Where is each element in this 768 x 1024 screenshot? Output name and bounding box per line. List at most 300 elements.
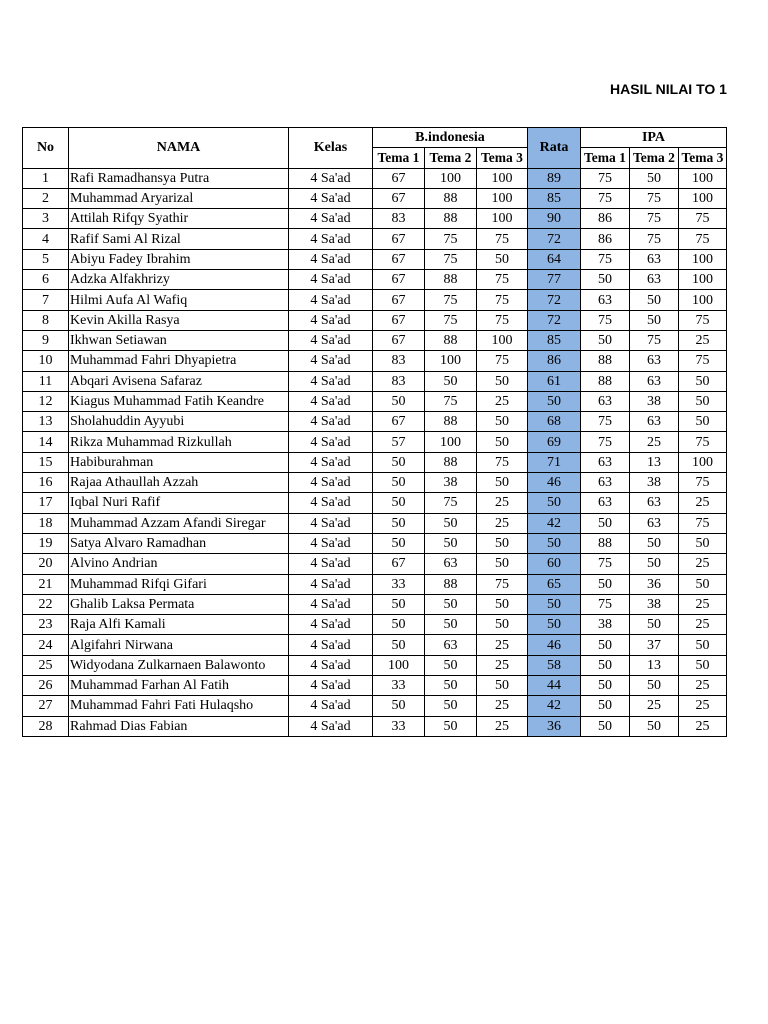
cell-nama: Rahmad Dias Fabian: [69, 716, 289, 736]
cell-nama: Rikza Muhammad Rizkullah: [69, 432, 289, 452]
cell-ipa-tema-1: 50: [581, 676, 630, 696]
cell-ipa-tema-2: 50: [630, 615, 679, 635]
cell-no: 28: [23, 716, 69, 736]
cell-ipa-tema-2: 36: [630, 574, 679, 594]
cell-rata: 50: [528, 533, 581, 553]
cell-ipa-tema-2: 63: [630, 249, 679, 269]
cell-kelas: 4 Sa'ad: [289, 249, 373, 269]
header-rata: Rata: [528, 128, 581, 169]
cell-ipa-tema-2: 13: [630, 452, 679, 472]
cell-ipa-tema-2: 37: [630, 635, 679, 655]
cell-ipa-tema-1: 63: [581, 493, 630, 513]
cell-rata: 71: [528, 452, 581, 472]
cell-ipa-tema-1: 75: [581, 249, 630, 269]
cell-ipa-tema-2: 38: [630, 594, 679, 614]
cell-bi-tema-3: 75: [477, 290, 528, 310]
cell-ipa-tema-1: 63: [581, 290, 630, 310]
cell-rata: 86: [528, 351, 581, 371]
cell-bi-tema-3: 75: [477, 351, 528, 371]
table-row: [23, 594, 727, 614]
cell-nama: Widyodana Zulkarnaen Balawonto: [69, 655, 289, 675]
cell-kelas: 4 Sa'ad: [289, 493, 373, 513]
cell-ipa-tema-3: 75: [679, 351, 727, 371]
cell-bi-tema-1: 67: [373, 270, 425, 290]
cell-bi-tema-1: 50: [373, 594, 425, 614]
cell-bi-tema-2: 100: [425, 351, 477, 371]
cell-ipa-tema-3: 100: [679, 290, 727, 310]
grades-body: [23, 168, 727, 736]
cell-kelas: 4 Sa'ad: [289, 615, 373, 635]
cell-bi-tema-2: 50: [425, 696, 477, 716]
cell-no: 1: [23, 168, 69, 188]
cell-rata: 65: [528, 574, 581, 594]
cell-nama: Muhammad Azzam Afandi Siregar: [69, 513, 289, 533]
cell-ipa-tema-1: 38: [581, 615, 630, 635]
page-title: HASIL NILAI TO 1: [610, 81, 727, 97]
cell-nama: Rajaa Athaullah Azzah: [69, 473, 289, 493]
cell-ipa-tema-1: 86: [581, 209, 630, 229]
cell-bi-tema-1: 50: [373, 391, 425, 411]
cell-rata: 46: [528, 473, 581, 493]
table-row: [23, 716, 727, 736]
cell-rata: 85: [528, 188, 581, 208]
cell-ipa-tema-2: 50: [630, 310, 679, 330]
header-kelas: Kelas: [289, 128, 373, 169]
cell-bi-tema-3: 50: [477, 533, 528, 553]
cell-kelas: 4 Sa'ad: [289, 371, 373, 391]
cell-no: 10: [23, 351, 69, 371]
cell-rata: 44: [528, 676, 581, 696]
table-row: [23, 615, 727, 635]
cell-kelas: 4 Sa'ad: [289, 554, 373, 574]
cell-ipa-tema-2: 75: [630, 209, 679, 229]
cell-no: 18: [23, 513, 69, 533]
cell-bi-tema-2: 75: [425, 391, 477, 411]
cell-nama: Algifahri Nirwana: [69, 635, 289, 655]
cell-ipa-tema-3: 25: [679, 696, 727, 716]
cell-ipa-tema-1: 50: [581, 696, 630, 716]
cell-ipa-tema-3: 50: [679, 655, 727, 675]
header-ipa-tema-2: Tema 2: [630, 148, 679, 168]
cell-bi-tema-2: 100: [425, 432, 477, 452]
cell-nama: Attilah Rifqy Syathir: [69, 209, 289, 229]
table-row: [23, 330, 727, 350]
cell-bi-tema-1: 83: [373, 209, 425, 229]
cell-ipa-tema-1: 50: [581, 655, 630, 675]
table-row: [23, 696, 727, 716]
cell-ipa-tema-1: 50: [581, 270, 630, 290]
cell-bi-tema-1: 50: [373, 513, 425, 533]
cell-bi-tema-2: 50: [425, 655, 477, 675]
cell-bi-tema-3: 50: [477, 615, 528, 635]
cell-bi-tema-2: 88: [425, 209, 477, 229]
header-ipa-tema-1: Tema 1: [581, 148, 630, 168]
cell-no: 2: [23, 188, 69, 208]
cell-ipa-tema-3: 75: [679, 310, 727, 330]
cell-rata: 50: [528, 594, 581, 614]
cell-no: 26: [23, 676, 69, 696]
cell-ipa-tema-2: 63: [630, 270, 679, 290]
cell-nama: Sholahuddin Ayyubi: [69, 412, 289, 432]
cell-bi-tema-2: 75: [425, 229, 477, 249]
cell-ipa-tema-2: 38: [630, 473, 679, 493]
cell-bi-tema-1: 33: [373, 574, 425, 594]
table-row: [23, 452, 727, 472]
cell-no: 14: [23, 432, 69, 452]
cell-ipa-tema-2: 50: [630, 554, 679, 574]
cell-nama: Ghalib Laksa Permata: [69, 594, 289, 614]
cell-bi-tema-2: 88: [425, 412, 477, 432]
cell-bi-tema-3: 25: [477, 635, 528, 655]
cell-nama: Habiburahman: [69, 452, 289, 472]
cell-kelas: 4 Sa'ad: [289, 168, 373, 188]
cell-nama: Satya Alvaro Ramadhan: [69, 533, 289, 553]
table-row: [23, 432, 727, 452]
cell-nama: Kiagus Muhammad Fatih Keandre: [69, 391, 289, 411]
cell-ipa-tema-2: 75: [630, 229, 679, 249]
cell-nama: Rafi Ramadhansya Putra: [69, 168, 289, 188]
cell-rata: 69: [528, 432, 581, 452]
cell-bi-tema-1: 33: [373, 676, 425, 696]
cell-bi-tema-3: 25: [477, 391, 528, 411]
cell-ipa-tema-2: 63: [630, 351, 679, 371]
cell-rata: 68: [528, 412, 581, 432]
cell-ipa-tema-3: 25: [679, 493, 727, 513]
cell-ipa-tema-2: 25: [630, 696, 679, 716]
cell-ipa-tema-2: 13: [630, 655, 679, 675]
cell-no: 3: [23, 209, 69, 229]
cell-kelas: 4 Sa'ad: [289, 676, 373, 696]
cell-ipa-tema-1: 75: [581, 310, 630, 330]
cell-kelas: 4 Sa'ad: [289, 432, 373, 452]
cell-ipa-tema-1: 75: [581, 554, 630, 574]
cell-bi-tema-2: 100: [425, 168, 477, 188]
cell-no: 21: [23, 574, 69, 594]
cell-ipa-tema-3: 50: [679, 533, 727, 553]
table-row: [23, 290, 727, 310]
header-bi-tema-2: Tema 2: [425, 148, 477, 168]
cell-bi-tema-3: 100: [477, 168, 528, 188]
cell-bi-tema-1: 67: [373, 412, 425, 432]
cell-kelas: 4 Sa'ad: [289, 188, 373, 208]
cell-bi-tema-2: 50: [425, 615, 477, 635]
cell-bi-tema-1: 83: [373, 351, 425, 371]
table-row: [23, 270, 727, 290]
table-row: [23, 554, 727, 574]
cell-bi-tema-3: 50: [477, 412, 528, 432]
cell-bi-tema-1: 50: [373, 533, 425, 553]
cell-rata: 36: [528, 716, 581, 736]
cell-ipa-tema-1: 75: [581, 594, 630, 614]
cell-ipa-tema-3: 50: [679, 371, 727, 391]
cell-no: 24: [23, 635, 69, 655]
cell-bi-tema-3: 75: [477, 229, 528, 249]
cell-bi-tema-2: 50: [425, 513, 477, 533]
cell-kelas: 4 Sa'ad: [289, 270, 373, 290]
cell-ipa-tema-2: 50: [630, 168, 679, 188]
cell-ipa-tema-2: 63: [630, 513, 679, 533]
cell-ipa-tema-1: 63: [581, 391, 630, 411]
cell-nama: Rafif Sami Al Rizal: [69, 229, 289, 249]
cell-no: 8: [23, 310, 69, 330]
cell-ipa-tema-3: 100: [679, 270, 727, 290]
cell-ipa-tema-3: 25: [679, 330, 727, 350]
cell-bi-tema-1: 67: [373, 330, 425, 350]
cell-nama: Muhammad Fahri Dhyapietra: [69, 351, 289, 371]
cell-kelas: 4 Sa'ad: [289, 635, 373, 655]
cell-nama: Kevin Akilla Rasya: [69, 310, 289, 330]
cell-bi-tema-2: 50: [425, 594, 477, 614]
cell-no: 6: [23, 270, 69, 290]
cell-ipa-tema-1: 75: [581, 188, 630, 208]
cell-rata: 50: [528, 391, 581, 411]
cell-nama: Alvino Andrian: [69, 554, 289, 574]
cell-ipa-tema-3: 75: [679, 229, 727, 249]
cell-rata: 60: [528, 554, 581, 574]
header-no: No: [23, 128, 69, 169]
table-row: [23, 229, 727, 249]
cell-bi-tema-2: 75: [425, 493, 477, 513]
cell-bi-tema-1: 50: [373, 493, 425, 513]
cell-bi-tema-2: 63: [425, 635, 477, 655]
cell-bi-tema-3: 50: [477, 432, 528, 452]
cell-bi-tema-1: 50: [373, 452, 425, 472]
cell-no: 20: [23, 554, 69, 574]
cell-ipa-tema-1: 75: [581, 412, 630, 432]
cell-kelas: 4 Sa'ad: [289, 696, 373, 716]
cell-ipa-tema-2: 63: [630, 412, 679, 432]
cell-no: 22: [23, 594, 69, 614]
cell-ipa-tema-3: 100: [679, 249, 727, 269]
cell-no: 16: [23, 473, 69, 493]
cell-kelas: 4 Sa'ad: [289, 533, 373, 553]
cell-kelas: 4 Sa'ad: [289, 513, 373, 533]
cell-bi-tema-3: 100: [477, 209, 528, 229]
cell-nama: Muhammad Farhan Al Fatih: [69, 676, 289, 696]
cell-no: 11: [23, 371, 69, 391]
cell-ipa-tema-3: 50: [679, 412, 727, 432]
cell-bi-tema-2: 75: [425, 249, 477, 269]
cell-bi-tema-1: 83: [373, 371, 425, 391]
cell-ipa-tema-3: 25: [679, 676, 727, 696]
cell-bi-tema-3: 75: [477, 574, 528, 594]
cell-kelas: 4 Sa'ad: [289, 290, 373, 310]
cell-no: 27: [23, 696, 69, 716]
cell-rata: 77: [528, 270, 581, 290]
cell-ipa-tema-3: 50: [679, 574, 727, 594]
cell-rata: 85: [528, 330, 581, 350]
cell-bi-tema-2: 50: [425, 371, 477, 391]
cell-bi-tema-1: 67: [373, 249, 425, 269]
cell-bi-tema-1: 67: [373, 229, 425, 249]
header-nama: NAMA: [69, 128, 289, 169]
cell-ipa-tema-3: 25: [679, 716, 727, 736]
cell-nama: Abqari Avisena Safaraz: [69, 371, 289, 391]
cell-no: 23: [23, 615, 69, 635]
cell-ipa-tema-1: 50: [581, 635, 630, 655]
cell-bi-tema-2: 50: [425, 676, 477, 696]
table-row: [23, 574, 727, 594]
cell-no: 15: [23, 452, 69, 472]
cell-rata: 42: [528, 513, 581, 533]
table-row: [23, 676, 727, 696]
cell-ipa-tema-1: 75: [581, 168, 630, 188]
cell-bi-tema-2: 75: [425, 290, 477, 310]
cell-nama: Adzka Alfakhrizy: [69, 270, 289, 290]
table-row: [23, 412, 727, 432]
header-group-ipa: IPA: [581, 128, 727, 148]
header-bi-tema-3: Tema 3: [477, 148, 528, 168]
cell-rata: 61: [528, 371, 581, 391]
cell-bi-tema-1: 50: [373, 615, 425, 635]
cell-bi-tema-1: 50: [373, 473, 425, 493]
cell-no: 25: [23, 655, 69, 675]
cell-bi-tema-1: 67: [373, 554, 425, 574]
cell-ipa-tema-2: 63: [630, 371, 679, 391]
cell-nama: Muhammad Rifqi Gifari: [69, 574, 289, 594]
table-row: [23, 493, 727, 513]
cell-bi-tema-2: 88: [425, 188, 477, 208]
cell-no: 9: [23, 330, 69, 350]
cell-ipa-tema-1: 88: [581, 533, 630, 553]
cell-bi-tema-3: 100: [477, 330, 528, 350]
cell-ipa-tema-3: 75: [679, 209, 727, 229]
cell-bi-tema-3: 25: [477, 493, 528, 513]
cell-bi-tema-2: 63: [425, 554, 477, 574]
table-row: [23, 310, 727, 330]
cell-bi-tema-3: 25: [477, 513, 528, 533]
cell-kelas: 4 Sa'ad: [289, 310, 373, 330]
cell-ipa-tema-3: 25: [679, 554, 727, 574]
cell-ipa-tema-2: 75: [630, 330, 679, 350]
cell-bi-tema-1: 50: [373, 635, 425, 655]
cell-kelas: 4 Sa'ad: [289, 412, 373, 432]
cell-bi-tema-3: 50: [477, 676, 528, 696]
cell-rata: 72: [528, 310, 581, 330]
header-ipa-tema-3: Tema 3: [679, 148, 727, 168]
cell-kelas: 4 Sa'ad: [289, 351, 373, 371]
cell-nama: Muhammad Fahri Fati Hulaqsho: [69, 696, 289, 716]
cell-bi-tema-1: 57: [373, 432, 425, 452]
cell-ipa-tema-3: 75: [679, 513, 727, 533]
cell-kelas: 4 Sa'ad: [289, 716, 373, 736]
cell-ipa-tema-3: 75: [679, 473, 727, 493]
cell-rata: 72: [528, 290, 581, 310]
cell-ipa-tema-2: 25: [630, 432, 679, 452]
cell-nama: Ikhwan Setiawan: [69, 330, 289, 350]
cell-kelas: 4 Sa'ad: [289, 655, 373, 675]
cell-bi-tema-2: 75: [425, 310, 477, 330]
cell-bi-tema-3: 50: [477, 371, 528, 391]
cell-bi-tema-3: 50: [477, 473, 528, 493]
cell-no: 4: [23, 229, 69, 249]
table-row: [23, 655, 727, 675]
cell-ipa-tema-1: 88: [581, 371, 630, 391]
cell-bi-tema-1: 50: [373, 696, 425, 716]
cell-bi-tema-3: 25: [477, 655, 528, 675]
table-row: [23, 513, 727, 533]
cell-bi-tema-3: 100: [477, 188, 528, 208]
cell-ipa-tema-3: 25: [679, 615, 727, 635]
header-group-bindonesia: B.indonesia: [373, 128, 528, 148]
cell-bi-tema-2: 88: [425, 574, 477, 594]
cell-kelas: 4 Sa'ad: [289, 330, 373, 350]
table-row: [23, 168, 727, 188]
cell-rata: 64: [528, 249, 581, 269]
cell-kelas: 4 Sa'ad: [289, 594, 373, 614]
cell-bi-tema-3: 75: [477, 310, 528, 330]
cell-bi-tema-2: 50: [425, 533, 477, 553]
cell-ipa-tema-2: 50: [630, 290, 679, 310]
cell-bi-tema-1: 67: [373, 290, 425, 310]
cell-kelas: 4 Sa'ad: [289, 391, 373, 411]
table-row: [23, 473, 727, 493]
table-row: [23, 533, 727, 553]
table-row: [23, 209, 727, 229]
cell-bi-tema-2: 88: [425, 270, 477, 290]
cell-rata: 58: [528, 655, 581, 675]
cell-ipa-tema-2: 50: [630, 533, 679, 553]
cell-ipa-tema-1: 63: [581, 473, 630, 493]
cell-bi-tema-1: 100: [373, 655, 425, 675]
cell-bi-tema-3: 50: [477, 594, 528, 614]
cell-ipa-tema-2: 63: [630, 493, 679, 513]
cell-ipa-tema-2: 38: [630, 391, 679, 411]
cell-rata: 50: [528, 615, 581, 635]
cell-kelas: 4 Sa'ad: [289, 574, 373, 594]
cell-ipa-tema-3: 100: [679, 188, 727, 208]
header-row: [23, 128, 727, 148]
cell-kelas: 4 Sa'ad: [289, 209, 373, 229]
cell-no: 17: [23, 493, 69, 513]
cell-bi-tema-3: 25: [477, 716, 528, 736]
cell-ipa-tema-1: 75: [581, 432, 630, 452]
table-row: [23, 351, 727, 371]
cell-rata: 89: [528, 168, 581, 188]
cell-bi-tema-1: 67: [373, 188, 425, 208]
cell-ipa-tema-1: 63: [581, 452, 630, 472]
grades-table: [22, 127, 727, 737]
cell-ipa-tema-1: 86: [581, 229, 630, 249]
cell-nama: Hilmi Aufa Al Wafiq: [69, 290, 289, 310]
cell-ipa-tema-3: 50: [679, 391, 727, 411]
cell-bi-tema-3: 25: [477, 696, 528, 716]
cell-ipa-tema-3: 100: [679, 452, 727, 472]
cell-nama: Abiyu Fadey Ibrahim: [69, 249, 289, 269]
cell-ipa-tema-1: 50: [581, 513, 630, 533]
cell-ipa-tema-2: 50: [630, 716, 679, 736]
cell-bi-tema-3: 75: [477, 452, 528, 472]
cell-ipa-tema-3: 100: [679, 168, 727, 188]
cell-kelas: 4 Sa'ad: [289, 452, 373, 472]
cell-no: 5: [23, 249, 69, 269]
cell-rata: 42: [528, 696, 581, 716]
cell-rata: 72: [528, 229, 581, 249]
cell-bi-tema-2: 88: [425, 330, 477, 350]
cell-bi-tema-1: 67: [373, 168, 425, 188]
cell-ipa-tema-3: 25: [679, 594, 727, 614]
cell-nama: Iqbal Nuri Rafif: [69, 493, 289, 513]
cell-bi-tema-2: 38: [425, 473, 477, 493]
cell-bi-tema-2: 50: [425, 716, 477, 736]
cell-no: 19: [23, 533, 69, 553]
cell-bi-tema-3: 50: [477, 554, 528, 574]
table-row: [23, 249, 727, 269]
table-row: [23, 371, 727, 391]
cell-ipa-tema-2: 50: [630, 676, 679, 696]
cell-no: 7: [23, 290, 69, 310]
table-row: [23, 635, 727, 655]
